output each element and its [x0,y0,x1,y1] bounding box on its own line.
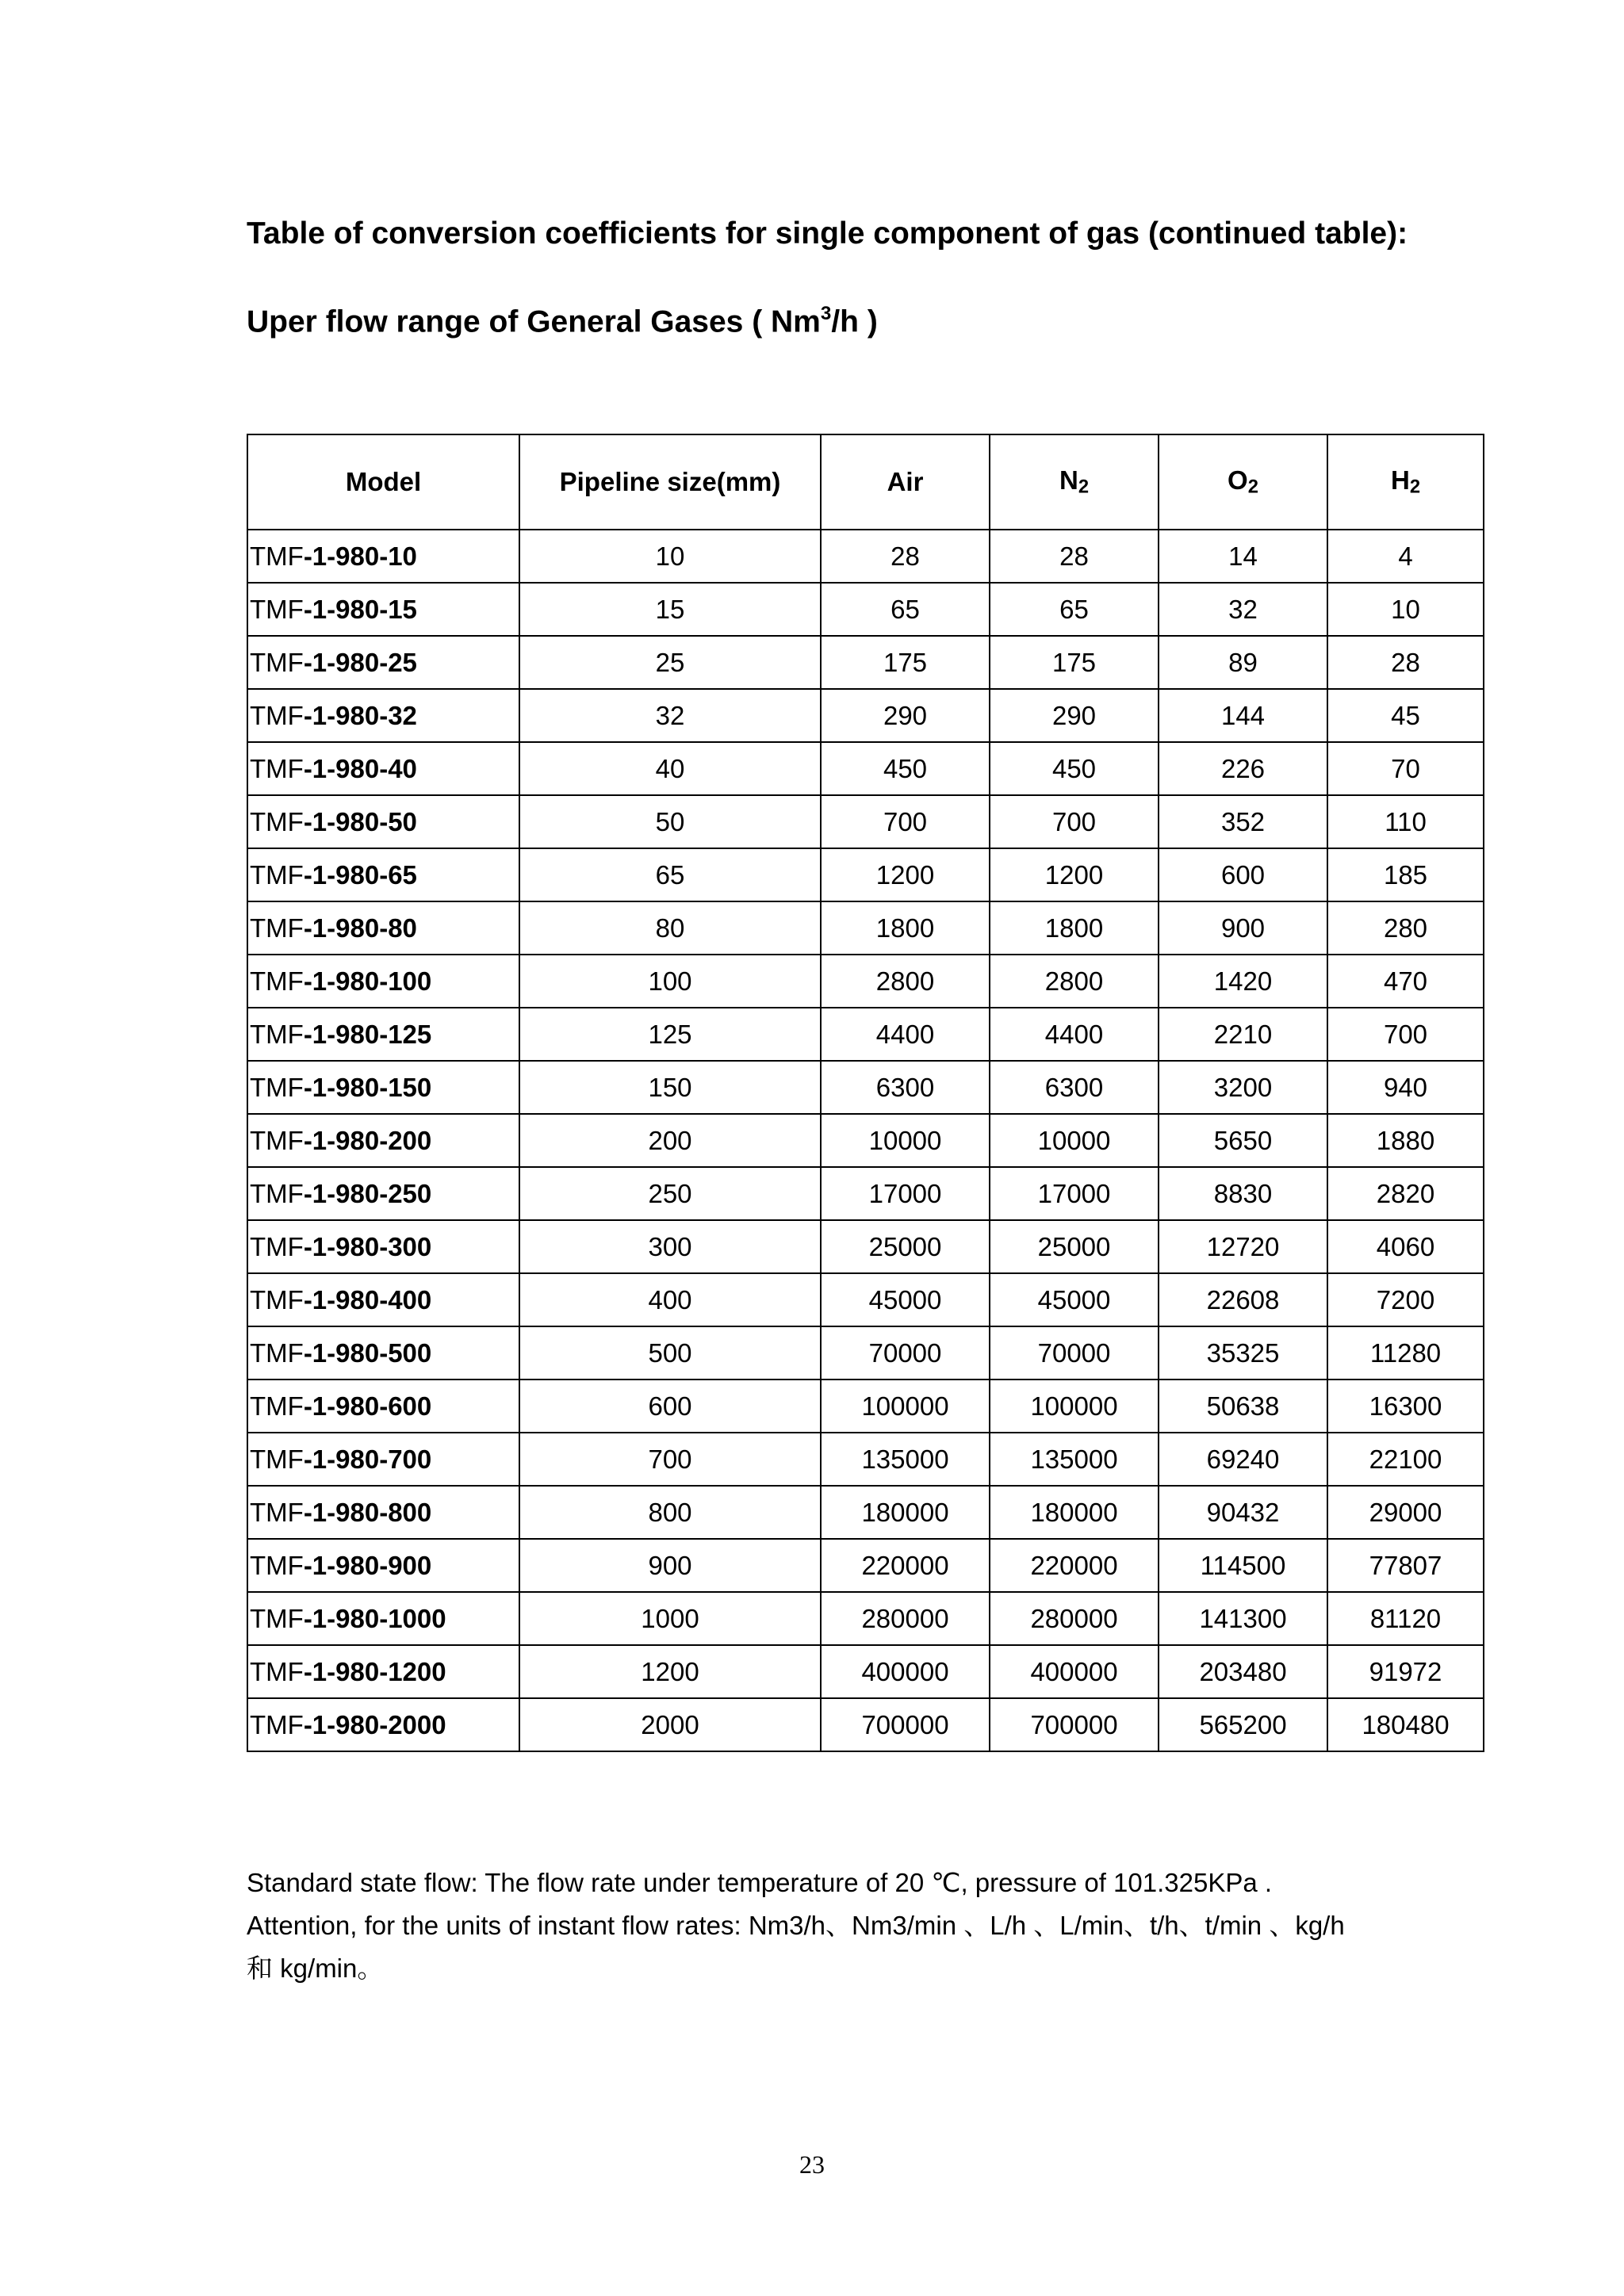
table-subtitle [247,302,878,342]
table-row [247,636,1484,689]
table-row [247,1220,1484,1273]
table-row [247,1433,1484,1486]
model-suffix: -1-980-2000 [303,1709,446,1739]
cell-pipeline-size: 900 [519,1539,821,1592]
cell-air: 1800 [821,901,990,955]
model-suffix: -1-980-800 [303,1497,432,1527]
cell-model [247,1008,519,1061]
cell-h2: 180480 [1327,1698,1484,1751]
cell-model [247,1645,519,1698]
cell-n2: 65 [990,583,1159,636]
cell-model [247,636,519,689]
model-suffix: -1-980-150 [303,1072,432,1102]
model-prefix: TMF [250,1603,304,1633]
header-o2-base: O [1228,465,1248,496]
cell-air: 25000 [821,1220,990,1273]
cell-h2: 91972 [1327,1645,1484,1698]
cell-air: 2800 [821,955,990,1008]
model-suffix: -1-980-100 [303,966,432,996]
cell-pipeline-size: 400 [519,1273,821,1326]
table-row [247,1486,1484,1539]
model-prefix: TMF [250,806,304,836]
cell-pipeline-size: 1000 [519,1592,821,1645]
table-row [247,795,1484,848]
model-suffix: -1-980-80 [303,913,417,943]
cell-o2: 352 [1159,795,1327,848]
cell-model [247,583,519,636]
cell-h2: 29000 [1327,1486,1484,1539]
cell-h2: 470 [1327,955,1484,1008]
cell-pipeline-size: 700 [519,1433,821,1486]
header-h2-base: H [1390,465,1410,496]
header-n2 [990,434,1159,530]
cell-h2: 4 [1327,530,1484,583]
model-prefix: TMF [250,700,304,730]
table-row [247,1273,1484,1326]
header-pipeline-size: Pipeline size(mm) [519,434,821,530]
model-suffix: -1-980-15 [303,594,417,624]
cell-air: 280000 [821,1592,990,1645]
model-prefix: TMF [250,1444,304,1474]
model-prefix: TMF [250,647,304,677]
table-row [247,1008,1484,1061]
cell-h2: 7200 [1327,1273,1484,1326]
cell-h2: 185 [1327,848,1484,901]
cell-n2: 4400 [990,1008,1159,1061]
table-body [247,530,1484,1751]
header-h2 [1327,434,1484,530]
cell-model [247,955,519,1008]
header-model: Model [247,434,519,530]
cell-n2: 220000 [990,1539,1159,1592]
model-prefix: TMF [250,1497,304,1527]
cell-air: 290 [821,689,990,742]
cell-pipeline-size: 125 [519,1008,821,1061]
cell-model [247,1273,519,1326]
cell-h2: 22100 [1327,1433,1484,1486]
cell-air: 10000 [821,1114,990,1167]
note-standard-state: Standard state flow: The flow rate under temperature of 20 ℃, pressure of 101.325KPa . [247,1868,1273,1897]
subtitle-prefix: Uper flow range of General Gases ( Nm [247,304,821,339]
flow-range-table [247,434,1484,1752]
cell-model [247,1486,519,1539]
model-suffix: -1-980-300 [303,1231,432,1261]
cell-model [247,1167,519,1220]
cell-n2: 2800 [990,955,1159,1008]
model-suffix: -1-980-200 [303,1125,432,1155]
cell-air: 700000 [821,1698,990,1751]
model-prefix: TMF [250,966,304,996]
cell-o2: 565200 [1159,1698,1327,1751]
model-prefix: TMF [250,594,304,624]
model-prefix: TMF [250,1284,304,1314]
model-prefix: TMF [250,1125,304,1155]
cell-pipeline-size: 50 [519,795,821,848]
cell-n2: 700 [990,795,1159,848]
note-attention-units: Attention, for the units of instant flow rates: Nm3/h、Nm3/min 、L/h 、L/min、t/h、t/min 、kg/h [247,1911,1345,1940]
cell-o2: 5650 [1159,1114,1327,1167]
model-prefix: TMF [250,859,304,890]
model-suffix: -1-980-10 [303,541,417,571]
cell-pipeline-size: 15 [519,583,821,636]
model-suffix: -1-980-32 [303,700,417,730]
cell-model [247,1592,519,1645]
cell-model [247,848,519,901]
cell-n2: 10000 [990,1114,1159,1167]
cell-o2: 90432 [1159,1486,1327,1539]
model-prefix: TMF [250,1709,304,1739]
model-prefix: TMF [250,1337,304,1368]
cell-o2: 114500 [1159,1539,1327,1592]
cell-air: 180000 [821,1486,990,1539]
cell-model [247,1433,519,1486]
cell-model [247,1539,519,1592]
cell-h2: 2820 [1327,1167,1484,1220]
model-suffix: -1-980-40 [303,753,417,783]
table-header-row [247,434,1484,530]
cell-model [247,1380,519,1433]
cell-pipeline-size: 25 [519,636,821,689]
cell-pipeline-size: 80 [519,901,821,955]
cell-model [247,1220,519,1273]
cell-o2: 3200 [1159,1061,1327,1114]
table-row [247,1061,1484,1114]
cell-air: 400000 [821,1645,990,1698]
cell-n2: 450 [990,742,1159,795]
cell-air: 6300 [821,1061,990,1114]
table-row [247,1539,1484,1592]
cell-model [247,689,519,742]
cell-pipeline-size: 250 [519,1167,821,1220]
cell-model [247,901,519,955]
table-row [247,1645,1484,1698]
cell-air: 100000 [821,1380,990,1433]
cell-n2: 70000 [990,1326,1159,1380]
cell-o2: 8830 [1159,1167,1327,1220]
table-row [247,1592,1484,1645]
cell-pipeline-size: 200 [519,1114,821,1167]
model-suffix: -1-980-400 [303,1284,432,1314]
cell-o2: 12720 [1159,1220,1327,1273]
cell-o2: 600 [1159,848,1327,901]
cell-o2: 1420 [1159,955,1327,1008]
table-row [247,955,1484,1008]
cell-pipeline-size: 65 [519,848,821,901]
cell-air: 175 [821,636,990,689]
header-o2-subscript: 2 [1247,476,1258,498]
model-prefix: TMF [250,1391,304,1421]
table-row [247,742,1484,795]
header-n2-base: N [1059,465,1078,496]
model-prefix: TMF [250,1656,304,1686]
cell-o2: 50638 [1159,1380,1327,1433]
cell-pipeline-size: 500 [519,1326,821,1380]
cell-n2: 25000 [990,1220,1159,1273]
model-prefix: TMF [250,753,304,783]
cell-n2: 180000 [990,1486,1159,1539]
cell-pipeline-size: 800 [519,1486,821,1539]
subtitle-suffix: /h ) [831,304,878,339]
cell-o2: 900 [1159,901,1327,955]
cell-air: 220000 [821,1539,990,1592]
cell-model [247,742,519,795]
cell-air: 65 [821,583,990,636]
cell-model [247,1061,519,1114]
cell-h2: 1880 [1327,1114,1484,1167]
cell-h2: 940 [1327,1061,1484,1114]
header-air: Air [821,434,990,530]
cell-n2: 28 [990,530,1159,583]
table-row [247,689,1484,742]
table-row [247,901,1484,955]
cell-h2: 81120 [1327,1592,1484,1645]
notes [247,1862,1436,1990]
cell-pipeline-size: 150 [519,1061,821,1114]
cell-model [247,530,519,583]
cell-pipeline-size: 300 [519,1220,821,1273]
model-prefix: TMF [250,541,304,571]
cell-air: 700 [821,795,990,848]
header-o2 [1159,434,1327,530]
model-prefix: TMF [250,1550,304,1580]
cell-h2: 700 [1327,1008,1484,1061]
cell-model [247,1698,519,1751]
cell-pipeline-size: 1200 [519,1645,821,1698]
cell-h2: 77807 [1327,1539,1484,1592]
model-prefix: TMF [250,1231,304,1261]
cell-n2: 400000 [990,1645,1159,1698]
cell-o2: 203480 [1159,1645,1327,1698]
cell-model [247,1114,519,1167]
cell-o2: 35325 [1159,1326,1327,1380]
cell-air: 45000 [821,1273,990,1326]
cell-h2: 4060 [1327,1220,1484,1273]
cell-n2: 135000 [990,1433,1159,1486]
model-suffix: -1-980-1000 [303,1603,446,1633]
cell-air: 450 [821,742,990,795]
cell-n2: 100000 [990,1380,1159,1433]
cell-o2: 69240 [1159,1433,1327,1486]
cell-h2: 16300 [1327,1380,1484,1433]
table-row [247,1167,1484,1220]
cell-pipeline-size: 100 [519,955,821,1008]
cell-h2: 110 [1327,795,1484,848]
model-suffix: -1-980-600 [303,1391,432,1421]
cell-model [247,795,519,848]
cell-n2: 700000 [990,1698,1159,1751]
cell-pipeline-size: 600 [519,1380,821,1433]
cell-h2: 28 [1327,636,1484,689]
cell-h2: 280 [1327,901,1484,955]
cell-n2: 175 [990,636,1159,689]
cell-n2: 6300 [990,1061,1159,1114]
table-row [247,530,1484,583]
table-row [247,1698,1484,1751]
table-row [247,1380,1484,1433]
model-suffix: -1-980-250 [303,1178,432,1208]
model-prefix: TMF [250,913,304,943]
model-suffix: -1-980-65 [303,859,417,890]
cell-pipeline-size: 2000 [519,1698,821,1751]
cell-n2: 45000 [990,1273,1159,1326]
cell-o2: 32 [1159,583,1327,636]
cell-pipeline-size: 32 [519,689,821,742]
note-attention-units-continued: 和 kg/min。 [247,1954,384,1983]
cell-o2: 144 [1159,689,1327,742]
cell-air: 135000 [821,1433,990,1486]
cell-h2: 70 [1327,742,1484,795]
cell-air: 28 [821,530,990,583]
model-suffix: -1-980-900 [303,1550,432,1580]
header-n2-subscript: 2 [1078,476,1090,498]
cell-n2: 290 [990,689,1159,742]
model-suffix: -1-980-1200 [303,1656,446,1686]
table-row [247,1326,1484,1380]
cell-o2: 226 [1159,742,1327,795]
header-h2-subscript: 2 [1409,476,1421,498]
cell-o2: 14 [1159,530,1327,583]
cell-o2: 89 [1159,636,1327,689]
cell-o2: 2210 [1159,1008,1327,1061]
cell-air: 1200 [821,848,990,901]
subtitle-superscript: 3 [820,303,832,324]
cell-n2: 1200 [990,848,1159,901]
table-row [247,583,1484,636]
cell-h2: 45 [1327,689,1484,742]
cell-n2: 17000 [990,1167,1159,1220]
model-suffix: -1-980-700 [303,1444,432,1474]
cell-h2: 10 [1327,583,1484,636]
cell-o2: 141300 [1159,1592,1327,1645]
model-suffix: -1-980-500 [303,1337,432,1368]
table-row [247,1114,1484,1167]
model-prefix: TMF [250,1072,304,1102]
cell-model [247,1326,519,1380]
cell-air: 17000 [821,1167,990,1220]
model-prefix: TMF [250,1019,304,1049]
cell-n2: 1800 [990,901,1159,955]
page-number: 23 [799,2150,825,2179]
cell-air: 4400 [821,1008,990,1061]
model-suffix: -1-980-25 [303,647,417,677]
cell-n2: 280000 [990,1592,1159,1645]
model-prefix: TMF [250,1178,304,1208]
cell-pipeline-size: 10 [519,530,821,583]
cell-o2: 22608 [1159,1273,1327,1326]
cell-pipeline-size: 40 [519,742,821,795]
model-suffix: -1-980-50 [303,806,417,836]
table-row [247,848,1484,901]
page-title: Table of conversion coefficients for single component of gas (continued table): [247,216,1408,251]
cell-h2: 11280 [1327,1326,1484,1380]
cell-air: 70000 [821,1326,990,1380]
model-suffix: -1-980-125 [303,1019,432,1049]
